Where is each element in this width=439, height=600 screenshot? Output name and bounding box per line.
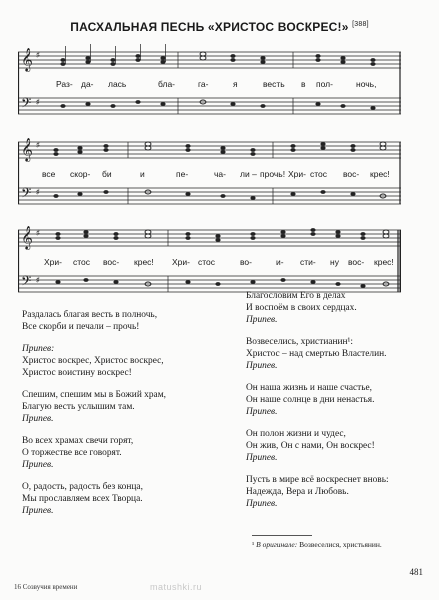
lyric-syllable: вос- — [348, 257, 365, 267]
lyric-syllable: ну — [330, 257, 339, 267]
chorus-line: Христос воскрес, Христос воскрес, — [22, 356, 164, 366]
verse-line: Он наша жизнь и наше счастье, — [246, 383, 373, 393]
lyric-syllable: и — [140, 169, 145, 179]
verse-line: Надежда, Вера и Любовь. — [246, 487, 349, 497]
verse-line: Он полон жизни и чудес, — [246, 429, 346, 439]
lyric-syllable: ча- — [214, 169, 226, 179]
lyric-syllable: я — [233, 79, 238, 89]
lyric-syllable: весть — [263, 79, 285, 89]
lyric-syllable: га- — [198, 79, 209, 89]
footnote-rule — [252, 535, 312, 536]
lyric-syllable: Хри- — [172, 257, 190, 267]
verses-right-column — [246, 290, 426, 520]
verse-line: Благословим Его в делах — [246, 291, 346, 301]
score-system-3 — [18, 222, 401, 300]
refrain-marker: Припев. — [246, 499, 278, 509]
lyric-syllable: вос- — [103, 257, 120, 267]
music-staff-3 — [18, 222, 401, 300]
music-staff-1 — [18, 44, 401, 122]
footnote-label: В оригинале: — [256, 540, 298, 549]
footnote-mark: ¹ — [252, 540, 255, 549]
lyric-syllable: да- — [81, 79, 94, 89]
score-system-1 — [18, 44, 401, 122]
treble-clef-icon: 𝄞 — [21, 137, 33, 161]
verse-2 — [22, 389, 237, 425]
verse-line: О, радость, радость без конца, — [22, 482, 143, 492]
verses-left-column — [22, 309, 237, 527]
treble-clef-icon: 𝄞 — [21, 225, 33, 249]
score-system-2 — [18, 134, 401, 212]
lyric-syllable: Хри- — [44, 257, 62, 267]
bass-clef-icon: 𝄢 — [21, 273, 32, 292]
key-signature-sharp-icon: ♯ — [36, 141, 40, 149]
song-title-text: ПАСХАЛЬНАЯ ПЕСНЬ «ХРИСТОС ВОСКРЕС!» — [70, 20, 349, 34]
verse-line: Пусть в мире всё воскреснет вновь: — [246, 475, 389, 485]
verse-5 — [246, 290, 426, 326]
footnote — [252, 540, 427, 550]
lyric-syllable: и- — [276, 257, 284, 267]
verse-7 — [246, 382, 426, 418]
refrain-marker: Припев. — [22, 414, 54, 424]
lyric-syllable: бла- — [158, 79, 176, 89]
lyric-syllable: сти- — [300, 257, 316, 267]
refrain-marker: Припев. — [22, 460, 54, 470]
lyric-syllable: стос — [310, 169, 328, 179]
watermark: matushki.ru — [150, 582, 203, 592]
verse-4 — [22, 481, 237, 517]
lyric-syllable: в — [301, 79, 306, 89]
bass-clef-icon: 𝄢 — [21, 185, 32, 204]
lyric-syllable: стос — [73, 257, 91, 267]
running-footer: 16 Созвучия времени — [14, 583, 78, 591]
verse-line: Во всех храмах свечи горят, — [22, 436, 134, 446]
song-title — [0, 20, 439, 34]
lyric-syllable: крес! — [370, 169, 390, 179]
footnote-text: Возвеселися, христьянин. — [299, 540, 382, 549]
chorus-line: Христос воистину воскрес! — [22, 368, 132, 378]
bass-clef-icon: 𝄢 — [21, 95, 32, 114]
verse-line: Благую весть услышим там. — [22, 402, 135, 412]
lyric-syllable: крес! — [134, 257, 154, 267]
lyric-syllable: стос — [198, 257, 216, 267]
lyric-syllable: во- — [240, 257, 252, 267]
lyric-syllable: все — [42, 169, 56, 179]
refrain-marker: Припев. — [246, 315, 278, 325]
verse-line: Раздалась благая весть в полночь, — [22, 310, 158, 320]
page-number: 481 — [409, 567, 423, 577]
lyric-syllable: вос- — [343, 169, 360, 179]
lyric-syllable: би — [102, 169, 112, 179]
music-staff-2 — [18, 134, 401, 212]
song-reference: [388] — [352, 21, 369, 28]
lyric-syllable: крес! — [374, 257, 394, 267]
lyric-syllable: ли – — [240, 169, 257, 179]
treble-clef-icon: 𝄞 — [21, 47, 33, 71]
key-signature-sharp-icon: ♯ — [36, 229, 40, 237]
verse-line: Христос – над смертью Властелин. — [246, 349, 387, 359]
lyric-syllable: пе- — [176, 169, 189, 179]
chorus-label: Припев: — [22, 344, 55, 354]
verse-line: Мы прославляем всех Творца. — [22, 494, 143, 504]
key-signature-sharp-icon: ♯ — [36, 276, 40, 284]
refrain-marker: Припев. — [246, 453, 278, 463]
verse-6 — [246, 336, 426, 372]
verse-line: И воспоём в своих сердцах. — [246, 303, 357, 313]
key-signature-sharp-icon: ♯ — [36, 98, 40, 106]
lyric-syllable: пол- — [316, 79, 333, 89]
lyric-syllable: Хри- — [288, 169, 306, 179]
refrain-marker: Припев. — [22, 506, 54, 516]
key-signature-sharp-icon: ♯ — [36, 188, 40, 196]
lyric-syllable: скор- — [70, 169, 91, 179]
refrain-marker: Припев. — [246, 361, 278, 371]
lyric-syllable: прочь! — [260, 169, 286, 179]
verse-line: Все скорби и печали – прочь! — [22, 322, 140, 332]
verse-8 — [246, 428, 426, 464]
verse-9 — [246, 474, 426, 510]
verse-line: О торжестве все говорят. — [22, 448, 122, 458]
verse-3 — [22, 435, 237, 471]
verse-line: Возвеселись, христианин¹: — [246, 337, 353, 347]
verse-line: Он наше солнце в дни ненастья. — [246, 395, 375, 405]
verse-line: Он жив, Он с нами, Он воскрес! — [246, 441, 375, 451]
verse-line: Спешим, спешим мы в Божий храм, — [22, 390, 166, 400]
chorus — [22, 343, 237, 379]
lyric-syllable: лась — [108, 79, 127, 89]
verse-1 — [22, 309, 237, 333]
refrain-marker: Припев. — [246, 407, 278, 417]
lyric-syllable: Раз- — [56, 79, 73, 89]
lyric-syllable: ночь, — [356, 79, 377, 89]
key-signature-sharp-icon: ♯ — [36, 51, 40, 59]
